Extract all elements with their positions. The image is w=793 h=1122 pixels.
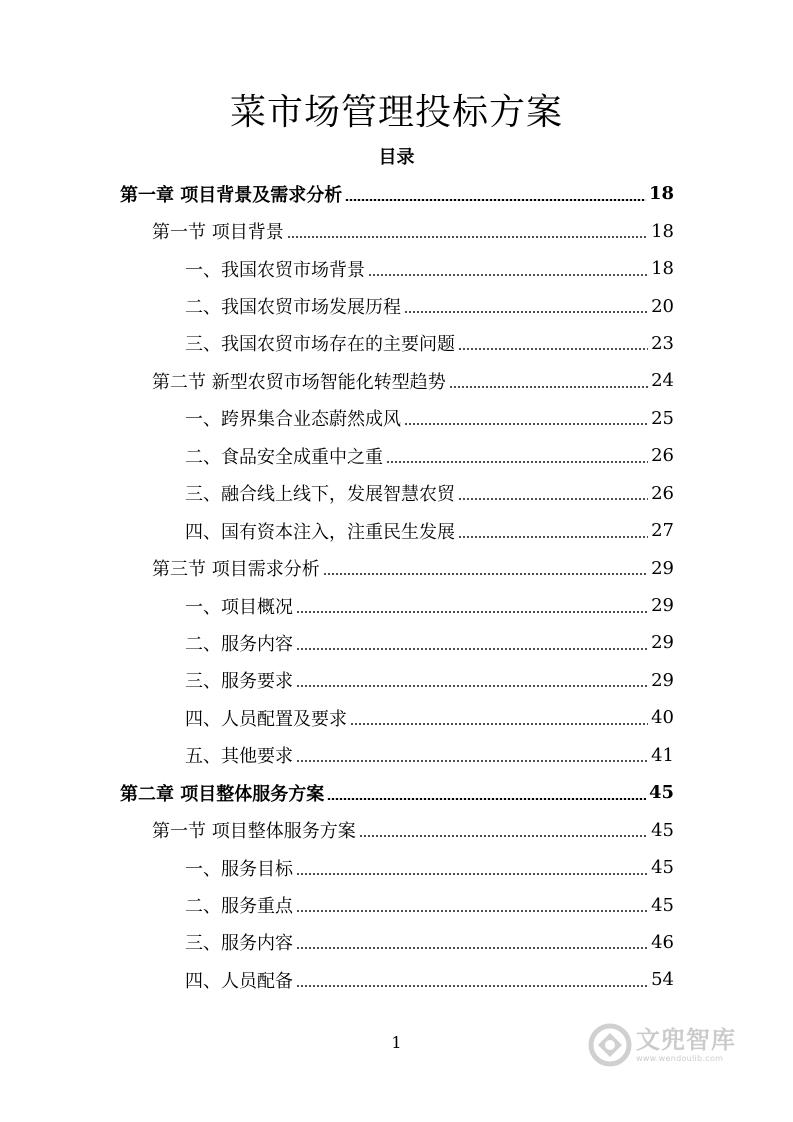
watermark <box>588 1020 758 1070</box>
toc-item-entry[interactable] <box>0 325 793 362</box>
toc-entry-page-number: 23 <box>651 332 674 354</box>
watermark-url: www.wendoulib.com <box>636 1054 724 1063</box>
toc-entry-title: 第一节 项目背景 <box>152 222 284 244</box>
toc-heading: 目录 <box>378 147 415 168</box>
toc-dot-leader <box>404 423 648 425</box>
toc-item-entry[interactable] <box>0 961 793 998</box>
toc-dot-leader <box>296 760 648 762</box>
toc-dot-leader <box>368 274 648 276</box>
toc-section-entry[interactable] <box>0 362 793 399</box>
toc-entry-page-number: 24 <box>651 370 674 392</box>
toc-dot-leader <box>350 723 648 725</box>
toc-item-entry[interactable] <box>0 924 793 961</box>
toc-item-entry[interactable] <box>0 475 793 512</box>
toc-dot-leader <box>327 798 646 800</box>
toc-entry-page-number: 25 <box>651 407 674 429</box>
toc-entry-title: 第一章 项目背景及需求分析 <box>120 184 343 206</box>
toc-entry-title: 三、融合线上线下，发展智慧农贸 <box>185 484 455 506</box>
toc-entry-page-number: 18 <box>648 183 674 205</box>
toc-dot-leader <box>345 199 646 201</box>
toc-dot-leader <box>458 348 648 350</box>
toc-entry-page-number: 45 <box>651 819 674 841</box>
toc-dot-leader <box>458 536 648 538</box>
toc-entry-page-number: 29 <box>651 595 674 617</box>
toc-section-entry[interactable] <box>0 549 793 586</box>
toc-entry-page-number: 46 <box>651 931 674 953</box>
toc-entry-title: 三、我国农贸市场存在的主要问题 <box>185 334 455 356</box>
toc-entry-page-number: 29 <box>651 557 674 579</box>
toc-entry-page-number: 20 <box>651 295 674 317</box>
toc-dot-leader <box>359 835 648 837</box>
toc-dot-leader <box>296 947 648 949</box>
toc-dot-leader <box>296 910 648 912</box>
toc-item-entry[interactable] <box>0 662 793 699</box>
toc-entry-page-number: 29 <box>651 669 674 691</box>
toc-entry-page-number: 26 <box>651 482 674 504</box>
toc-item-entry[interactable] <box>0 400 793 437</box>
toc-dot-leader <box>296 873 648 875</box>
toc-entry-page-number: 26 <box>651 445 674 467</box>
toc-chapter-entry[interactable] <box>0 774 793 811</box>
toc-item-entry[interactable] <box>0 624 793 661</box>
toc-dot-leader <box>296 685 648 687</box>
watermark-text <box>636 1026 736 1064</box>
document-title: 菜市场管理投标方案 <box>229 92 563 133</box>
toc-entry-title: 三、服务要求 <box>185 671 293 693</box>
toc-entry-title: 四、人员配备 <box>185 970 293 992</box>
watermark-name: 文兜智库 <box>636 1026 736 1054</box>
toc-item-entry[interactable] <box>0 250 793 287</box>
toc-entry-title: 第二章 项目整体服务方案 <box>120 783 325 805</box>
toc-item-entry[interactable] <box>0 849 793 886</box>
toc-entry-title: 二、服务内容 <box>185 633 293 655</box>
toc-dot-leader <box>287 236 648 238</box>
toc-entry-title: 五、其他要求 <box>185 746 293 768</box>
toc-entry-page-number: 45 <box>651 857 674 879</box>
toc-dot-leader <box>296 985 648 987</box>
page-number: 1 <box>391 1033 402 1052</box>
toc-entry-title: 一、项目概况 <box>185 596 293 618</box>
wendou-logo-icon <box>588 1023 632 1067</box>
toc-entry-title: 第三节 项目需求分析 <box>152 559 320 581</box>
table-of-contents <box>0 175 793 999</box>
toc-item-entry[interactable] <box>0 287 793 324</box>
toc-entry-title: 二、食品安全成重中之重 <box>185 446 383 468</box>
toc-entry-title: 第一节 项目整体服务方案 <box>152 821 356 843</box>
toc-entry-title: 二、服务重点 <box>185 896 293 918</box>
toc-entry-title: 一、跨界集合业态蔚然成风 <box>185 409 401 431</box>
toc-item-entry[interactable] <box>0 587 793 624</box>
toc-section-entry[interactable] <box>0 212 793 249</box>
toc-dot-leader <box>449 386 648 388</box>
toc-entry-page-number: 54 <box>651 969 674 991</box>
toc-entry-title: 一、我国农贸市场背景 <box>185 259 365 281</box>
toc-item-entry[interactable] <box>0 886 793 923</box>
toc-entry-title: 四、人员配置及要求 <box>185 708 347 730</box>
toc-entry-page-number: 45 <box>648 782 674 804</box>
toc-dot-leader <box>404 311 648 313</box>
toc-item-entry[interactable] <box>0 512 793 549</box>
toc-entry-page-number: 27 <box>651 520 674 542</box>
toc-dot-leader <box>386 461 648 463</box>
toc-dot-leader <box>296 611 648 613</box>
toc-entry-page-number: 45 <box>651 894 674 916</box>
toc-entry-title: 第二节 新型农贸市场智能化转型趋势 <box>152 371 446 393</box>
toc-entry-page-number: 18 <box>651 220 674 242</box>
toc-dot-leader <box>296 648 648 650</box>
toc-item-entry[interactable] <box>0 737 793 774</box>
toc-entry-title: 一、服务目标 <box>185 858 293 880</box>
toc-entry-page-number: 29 <box>651 632 674 654</box>
toc-entry-page-number: 40 <box>651 707 674 729</box>
toc-entry-page-number: 18 <box>651 258 674 280</box>
toc-chapter-entry[interactable] <box>0 175 793 212</box>
toc-entry-title: 三、服务内容 <box>185 933 293 955</box>
toc-entry-title: 四、国有资本注入，注重民生发展 <box>185 521 455 543</box>
toc-item-entry[interactable] <box>0 699 793 736</box>
toc-dot-leader <box>323 573 648 575</box>
toc-entry-page-number: 41 <box>651 744 674 766</box>
toc-item-entry[interactable] <box>0 437 793 474</box>
toc-entry-title: 二、我国农贸市场发展历程 <box>185 297 401 319</box>
toc-dot-leader <box>458 498 648 500</box>
toc-section-entry[interactable] <box>0 811 793 848</box>
